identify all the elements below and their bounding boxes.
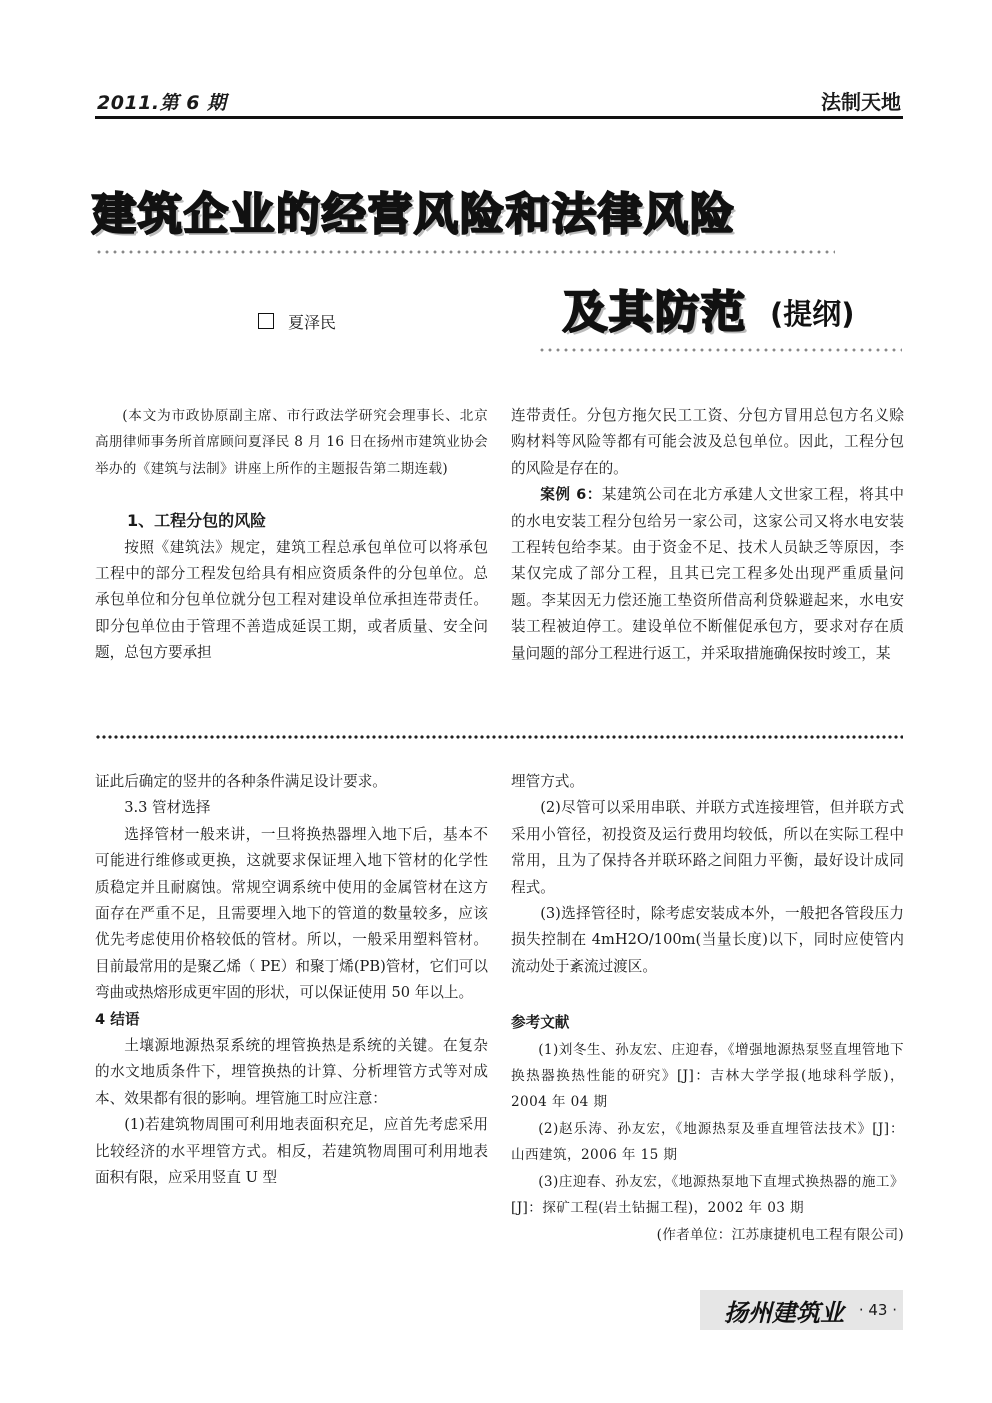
body-paragraph: 选择管材一般来讲，一旦将换热器埋入地下后，基本不可能进行维修或更换，这就要求保证埋入地下管材的化学性质稳定并且耐腐蚀。常规空调系统中使用的金属管材在这方面存在严重不足，且需要埋入地下的管道的数量较多，应该优先考虑使用价格较低的管材。所以，一般采用塑料管材。目前最常用的是聚乙烯（ PE）和聚丁烯(PB)管材，它们可以弯曲或热熔形成更牢固的形状，可以保证使用 50 年以上。 bbox=[95, 825, 488, 1002]
body-paragraph: 按照《建筑法》规定，建筑工程总承包单位可以将承包工程中的部分工程发包给具有相应资质条件的分包单位。总承包单位和分包单位就分包工程对建设单位承担连带责任。即分包单位由于管理不善造成延误工期，或者质量、安全问题，总包方要承担 bbox=[95, 538, 488, 662]
journal-logo: 扬州建筑业 bbox=[724, 1298, 844, 1327]
case-label: 案例 6： bbox=[540, 486, 602, 504]
reference-item: (3)庄迎春、孙友宏，《地源热泵地下直埋式换热器的施工》[J]：探矿工程(岩土钻掘工程)，2002 年 03 期 bbox=[511, 1173, 904, 1217]
article-title-line1: 建筑企业的经营风险和法律风险 bbox=[92, 189, 736, 240]
article-right-column bbox=[511, 403, 904, 667]
reference-item: (2)赵乐涛、孙友宏，《地源热泵及垂直埋管法技术》[J]：山西建筑，2006 年 15 期 bbox=[511, 1120, 904, 1164]
body-paragraph: (3)选择管径时，除考虑安装成本外，一般把各管段压力损失控制在 4mH2O/100m(当量长度)以下，同时应使管内流动处于紊流过渡区。 bbox=[511, 905, 904, 975]
lower-left-column bbox=[95, 769, 488, 1192]
page-number: · 43 · bbox=[858, 1301, 897, 1319]
reference-item: (1)刘冬生、孙友宏、庄迎春，《增强地源热泵竖直埋管地下换热器换热性能的研究》[J]：吉林大学学报(地球科学版)，2004 年 04 期 bbox=[511, 1041, 904, 1111]
body-paragraph: 证此后确定的竖井的各种条件满足设计要求。 bbox=[95, 773, 387, 790]
author-affiliation: (作者单位：江苏康捷机电工程有限公司) bbox=[656, 1226, 904, 1243]
references-heading: 参考文献 bbox=[511, 1014, 570, 1032]
article-divider bbox=[95, 735, 903, 739]
article-left-column bbox=[95, 403, 488, 667]
article-title-suffix: (提纲) bbox=[770, 297, 855, 331]
section-heading: 1、工程分包的风险 bbox=[127, 511, 267, 531]
body-paragraph: 连带责任。分包方拖欠民工工资、分包方冒用总包方名义赊购材料等风险等都有可能会波及总包单位。因此，工程分包的风险是存在的。 bbox=[511, 407, 904, 477]
case-paragraph bbox=[511, 482, 904, 667]
author-byline bbox=[258, 310, 336, 333]
subsection-heading: 3.3 管材选择 bbox=[124, 799, 211, 817]
issue-number: 2011.第 6 期 bbox=[97, 92, 227, 114]
body-paragraph: (2)尽管可以采用串联、并联方式连接埋管，但并联方式采用小管径，初投资及运行费用均较低，所以在实际工程中常用，且为了保持各并联环路之间阻力平衡，最好设计成同程式。 bbox=[511, 799, 904, 896]
square-icon bbox=[258, 313, 274, 329]
body-paragraph: (1)若建筑物周围可利用地表面积充足，应首先考虑采用比较经济的水平埋管方式。相反，若建筑物周围可利用地表面积有限，应采用竖直 U 型 bbox=[95, 1116, 488, 1187]
section-heading: 4 结语 bbox=[95, 1010, 140, 1028]
running-header bbox=[95, 84, 903, 118]
lower-right-column bbox=[511, 769, 904, 1248]
article-title-line2: 及其防范 bbox=[563, 287, 747, 338]
page-footer bbox=[700, 1290, 903, 1330]
title-dotted-rule bbox=[95, 250, 835, 254]
author-name: 夏泽民 bbox=[288, 313, 337, 332]
title-dotted-rule-2 bbox=[538, 348, 902, 352]
case-text: 某建筑公司在北方承建人文世家工程，将其中的水电安装工程分包给另一家公司，这家公司又将水电安装工程转包给李某。由于资金不足、技术人员缺乏等原因，李某仅完成了部分工程，且其已完工程多处出现严重质量问题。李某因无力偿还施工垫资所借高利贷躲避起来，水电安装工程被迫停工。建设单位不断催促承包方，要求对存在质量问题的部分工程进行返工，并采取措施确保按时竣工，某 bbox=[511, 486, 904, 662]
section-name: 法制天地 bbox=[821, 90, 901, 114]
body-paragraph: 埋管方式。 bbox=[511, 773, 584, 790]
header-rule bbox=[95, 116, 903, 119]
editor-note: (本文为市政协原副主席、市行政法学研究会理事长、北京高朋律师事务所首席顾问夏泽民 8 月 16 日在扬州市建筑业协会举办的《建筑与法制》讲座上所作的主题报告第二期连载) bbox=[95, 408, 488, 477]
body-paragraph: 土壤源地源热泵系统的埋管换热是系统的关键。在复杂的水文地质条件下，埋管换热的计算、分析埋管方式等对成本、效果都有很的影响。埋管施工时应注意： bbox=[95, 1037, 488, 1107]
